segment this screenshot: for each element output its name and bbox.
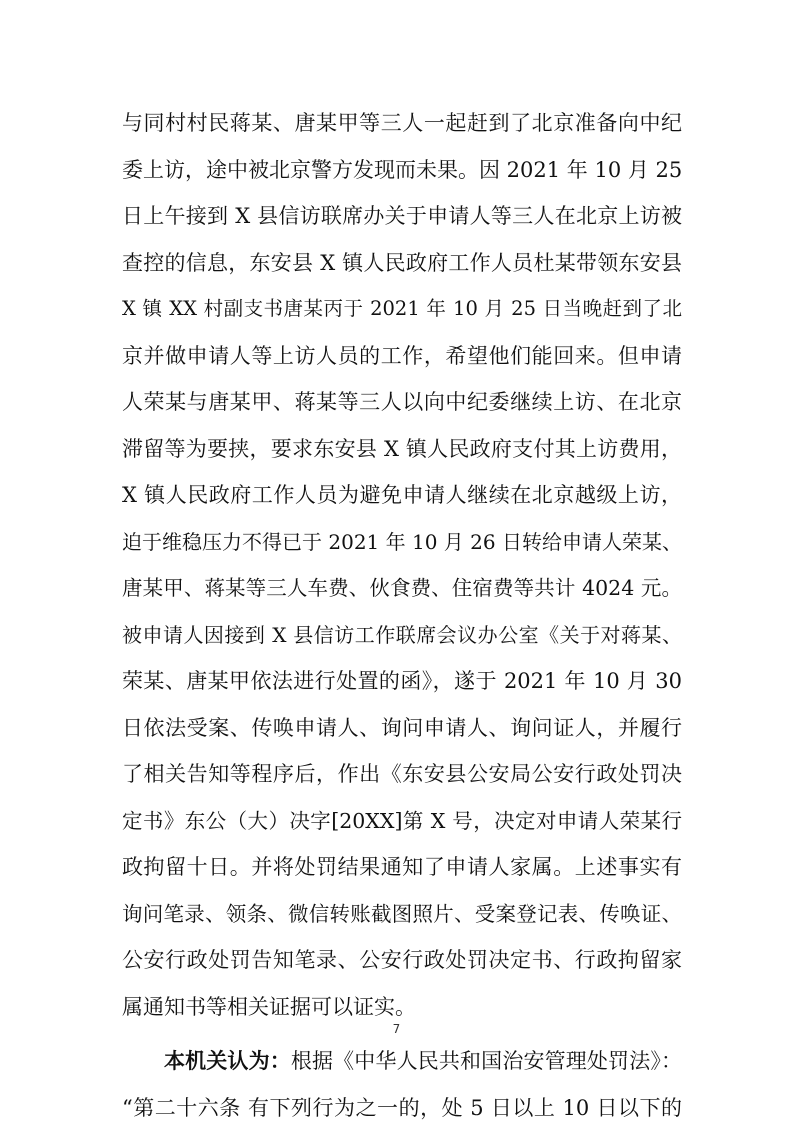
paragraph-facts xyxy=(122,100,682,1030)
text-line: 了相关告知等程序后，作出《东安县公安局公安行政处罚决 xyxy=(122,751,682,798)
text-line: 日依法受案、传唤申请人、询问申请人、询问证人，并履行 xyxy=(122,705,682,752)
text-line: 人荣某与唐某甲、蒋某等三人以向中纪委继续上访、在北京 xyxy=(122,379,682,426)
text-line xyxy=(122,1038,682,1085)
text-line: 日上午接到 X 县信访联席办关于申请人等三人在北京上访被 xyxy=(122,193,682,240)
opinion-lead: 本机关认为： xyxy=(164,1048,291,1073)
page-number: 7 xyxy=(0,1022,793,1036)
text-line: X 镇 XX 村副支书唐某丙于 2021 年 10 月 25 日当晚赶到了北 xyxy=(122,286,682,333)
text-line: 京并做申请人等上访人员的工作，希望他们能回来。但申请 xyxy=(122,333,682,380)
text-line: 滞留等为要挟，要求东安县 X 镇人民政府支付其上访费用， xyxy=(122,426,682,473)
text-line: 与同村村民蒋某、唐某甲等三人一起赶到了北京准备向中纪 xyxy=(122,100,682,147)
opinion-text: 根据《中华人民共和国治安管理处罚法》： xyxy=(291,1049,682,1073)
text-line: 委上访，途中被北京警方发现而未果。因 2021 年 10 月 25 xyxy=(122,147,682,194)
text-line: X 镇人民政府工作人员为避免申请人继续在北京越级上访， xyxy=(122,472,682,519)
text-line: 定书》东公（大）决字[20XX]第 X 号，决定对申请人荣某行 xyxy=(122,798,682,845)
text-line: 迫于维稳压力不得已于 2021 年 10 月 26 日转给申请人荣某、 xyxy=(122,519,682,566)
text-line: 政拘留十日。并将处罚结果通知了申请人家属。上述事实有 xyxy=(122,844,682,891)
text-line: 查控的信息，东安县 X 镇人民政府工作人员杜某带领东安县 xyxy=(122,240,682,287)
text-line: “第二十六条 有下列行为之一的，处 5 日以上 10 日以下的 xyxy=(122,1085,682,1131)
paragraph-opinion xyxy=(122,1038,682,1131)
text-line: 荣某、唐某甲依法进行处置的函》，遂于 2021 年 10 月 30 xyxy=(122,658,682,705)
text-line: 询问笔录、领条、微信转账截图照片、受案登记表、传唤证、 xyxy=(122,891,682,938)
text-line: 被申请人因接到 X 县信访工作联席会议办公室《关于对蒋某、 xyxy=(122,612,682,659)
text-line: 公安行政处罚告知笔录、公安行政处罚决定书、行政拘留家 xyxy=(122,937,682,984)
text-line: 属通知书等相关证据可以证实。 xyxy=(122,984,682,1031)
body-text xyxy=(122,100,682,1131)
text-line: 唐某甲、蒋某等三人车费、伙食费、住宿费等共计 4024 元。 xyxy=(122,565,682,612)
